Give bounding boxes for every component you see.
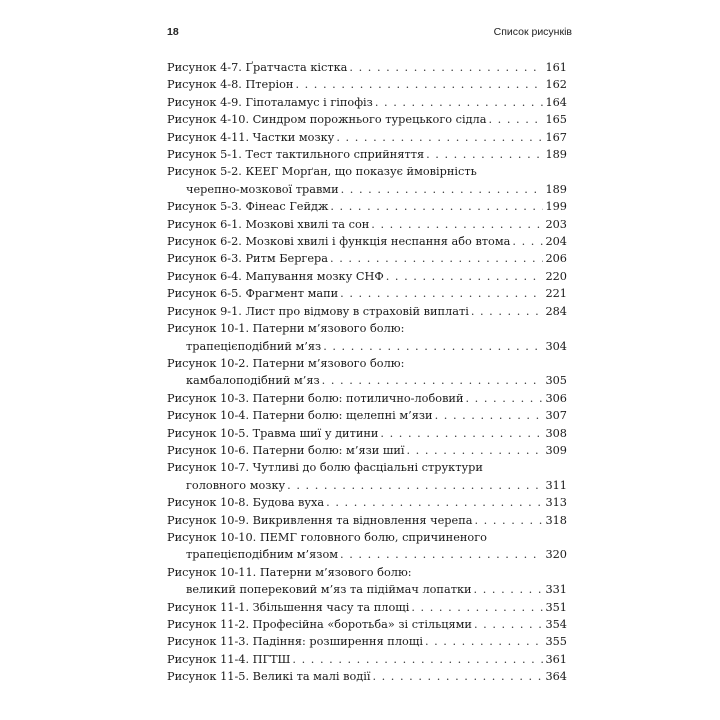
page-ref: 164 (545, 95, 567, 109)
figure-caption: Рисунок 11-5. Великі та малі водії (167, 670, 371, 684)
page-header (167, 26, 572, 46)
figure-caption: Рисунок 5-2. КЕЕГ Морґан, що показує ймовірність (167, 165, 477, 179)
toc-entry-continuation (167, 181, 567, 198)
dot-leader (466, 390, 544, 407)
page-ref: 304 (545, 339, 567, 353)
toc-entry-line (167, 355, 567, 372)
figure-caption: Рисунок 10-1. Патерни м’язового болю: (167, 322, 405, 336)
page-ref: 361 (545, 652, 567, 666)
toc-entry (167, 163, 567, 198)
dot-leader (512, 233, 543, 250)
toc-entry-line (167, 320, 567, 337)
toc-entry-continuation (167, 581, 567, 598)
page-ref: 204 (545, 235, 567, 249)
toc-entry-line (167, 564, 567, 581)
figure-caption: камбалоподібний м’яз (186, 374, 320, 388)
toc-entry-line (167, 459, 567, 476)
dot-leader (386, 268, 544, 285)
toc-entry-line (167, 129, 567, 146)
page-ref: 203 (545, 217, 567, 231)
page-ref: 313 (545, 496, 567, 510)
page-ref: 220 (545, 269, 567, 283)
figure-caption: Рисунок 4-10. Синдром порожнього турецького сідла (167, 113, 487, 127)
page-ref: 351 (545, 600, 567, 614)
toc-entry-line (167, 425, 567, 442)
dot-leader (330, 198, 543, 215)
toc-entry-line (167, 442, 567, 459)
toc-entry-continuation (167, 338, 567, 355)
toc-entry (167, 564, 567, 599)
page-ref: 308 (545, 426, 567, 440)
toc-entry-line (167, 599, 567, 616)
toc-entry (167, 599, 567, 616)
toc-entry (167, 198, 567, 215)
toc-entry (167, 146, 567, 163)
figure-caption: Рисунок 6-2. Мозкові хвилі і функція неспання або втома (167, 235, 511, 249)
figure-caption: великий поперековий м’яз та підіймач лопатки (186, 583, 472, 597)
toc-entry-line (167, 76, 567, 93)
toc-entry-continuation (167, 546, 567, 563)
dot-leader (287, 477, 543, 494)
toc-entry-line (167, 668, 567, 685)
toc-entry-continuation (167, 477, 567, 494)
page-ref: 307 (545, 409, 567, 423)
figure-caption: Рисунок 6-5. Фрагмент мапи (167, 287, 339, 301)
page-ref: 306 (545, 391, 567, 405)
toc-entry (167, 268, 567, 285)
toc-entry (167, 285, 567, 302)
dot-leader (371, 216, 543, 233)
toc-entry-continuation (167, 372, 567, 389)
dot-leader (340, 285, 543, 302)
figure-caption: черепно-мозкової травми (186, 182, 339, 196)
figure-caption: Рисунок 11-2. Професійна «боротьба» зі стільцями (167, 618, 472, 631)
running-title: Список рисунків (493, 26, 572, 38)
toc-entry (167, 425, 567, 442)
toc-entry-line (167, 285, 567, 302)
dot-leader (471, 303, 544, 320)
page-ref: 165 (545, 113, 567, 127)
toc-entry (167, 233, 567, 250)
toc-entry (167, 616, 567, 633)
toc-entry-line (167, 216, 567, 233)
figure-caption: Рисунок 10-10. ПЕМГ головного болю, спричиненого (167, 530, 487, 544)
toc-entry (167, 494, 567, 511)
dot-leader (326, 494, 543, 511)
figure-caption: Рисунок 10-8. Будова вуха (167, 496, 325, 510)
list-of-figures (167, 59, 567, 686)
page-ref: 162 (545, 78, 567, 92)
figure-caption: Рисунок 9-1. Лист про відмову в страховій виплаті (167, 304, 469, 318)
toc-entry (167, 94, 567, 111)
dot-leader (323, 338, 543, 355)
dot-leader (336, 129, 543, 146)
figure-caption: Рисунок 10-4. Патерни болю: щелепні м’язи (167, 409, 433, 423)
figure-caption: Рисунок 11-1. Збільшення часу та площі (167, 600, 410, 614)
page-ref: 189 (545, 182, 567, 196)
toc-entry (167, 459, 567, 494)
toc-entry (167, 59, 567, 76)
figure-caption: Рисунок 6-4. Мапування мозку СНФ (167, 269, 384, 283)
toc-entry-line (167, 651, 567, 668)
toc-entry-line (167, 233, 567, 250)
toc-entry (167, 76, 567, 93)
toc-entry-line (167, 407, 567, 424)
dot-leader (426, 146, 543, 163)
page-ref: 221 (545, 287, 567, 301)
toc-entry (167, 651, 567, 668)
page-ref: 199 (545, 200, 567, 214)
figure-caption: Рисунок 6-1. Мозкові хвилі та сон (167, 217, 370, 231)
toc-entry (167, 390, 567, 407)
page-ref: 167 (545, 130, 567, 144)
toc-entry-line (167, 494, 567, 511)
page-ref: 320 (545, 548, 567, 562)
page-ref: 311 (545, 478, 567, 492)
toc-entry-line (167, 529, 567, 546)
dot-leader (435, 407, 544, 424)
page-ref: 331 (545, 583, 567, 597)
dot-leader (295, 76, 543, 93)
page-ref: 161 (545, 61, 567, 74)
figure-caption: Рисунок 11-3. Падіння: розширення площі (167, 635, 423, 649)
toc-entry-line (167, 268, 567, 285)
figure-caption: Рисунок 10-11. Патерни м’язового болю: (167, 565, 412, 579)
dot-leader (330, 250, 543, 267)
toc-entry (167, 216, 567, 233)
toc-entry (167, 529, 567, 564)
dot-leader (292, 651, 543, 668)
dot-leader (411, 599, 543, 616)
toc-entry-line (167, 163, 567, 180)
toc-entry-line (167, 303, 567, 320)
figure-caption: трапецієподібним м’язом (186, 548, 339, 562)
figure-caption: головного мозку (186, 478, 286, 492)
figure-caption: Рисунок 4-11. Частки мозку (167, 130, 335, 144)
dot-leader (380, 425, 543, 442)
figure-caption: Рисунок 11-4. ПГТШ (167, 652, 291, 666)
page-ref: 354 (545, 618, 567, 631)
figure-caption: трапецієподібний м’яз (186, 339, 322, 353)
figure-caption: Рисунок 10-5. Травма шиї у дитини (167, 426, 379, 440)
figure-caption: Рисунок 10-9. Викривлення та відновлення черепа (167, 513, 473, 527)
figure-caption: Рисунок 10-6. Патерни болю: м’язи шиї (167, 443, 405, 457)
toc-entry (167, 111, 567, 128)
page-ref: 206 (545, 252, 567, 266)
toc-entry-line (167, 146, 567, 163)
dot-leader (407, 442, 544, 459)
page-number: 18 (167, 26, 179, 38)
figure-caption: Рисунок 10-3. Патерни болю: потилично-лобовий (167, 391, 464, 405)
dot-leader (488, 111, 543, 128)
page-ref: 305 (545, 374, 567, 388)
page-ref: 284 (545, 304, 567, 318)
toc-entry (167, 355, 567, 390)
toc-entry-line (167, 198, 567, 215)
dot-leader (425, 633, 544, 650)
toc-entry (167, 320, 567, 355)
toc-entry-line (167, 59, 567, 76)
figure-caption: Рисунок 6-3. Ритм Бергера (167, 252, 329, 266)
page-ref: 309 (545, 443, 567, 457)
page-ref: 318 (545, 513, 567, 527)
dot-leader (322, 372, 544, 389)
toc-entry (167, 129, 567, 146)
dot-leader (474, 512, 543, 529)
page-ref: 189 (545, 148, 567, 162)
toc-entry-line (167, 512, 567, 529)
toc-entry (167, 407, 567, 424)
dot-leader (340, 546, 543, 563)
toc-entry-line (167, 616, 567, 633)
figure-caption: Рисунок 10-2. Патерни м’язового болю: (167, 356, 405, 370)
dot-leader (375, 94, 544, 111)
toc-entry-line (167, 390, 567, 407)
toc-entry (167, 512, 567, 529)
toc-entry (167, 668, 567, 685)
figure-caption: Рисунок 4-7. Ґратчаста кістка (167, 61, 348, 74)
figure-caption: Рисунок 10-7. Чутливі до болю фасціальні структури (167, 461, 483, 475)
figure-caption: Рисунок 4-8. Птеріон (167, 78, 294, 92)
toc-entry (167, 633, 567, 650)
figure-caption: Рисунок 5-3. Фінеас Гейдж (167, 200, 329, 214)
figure-caption: Рисунок 5-1. Тест тактильного сприйняття (167, 148, 425, 162)
dot-leader (341, 181, 544, 198)
toc-entry (167, 442, 567, 459)
figure-caption: Рисунок 4-9. Гіпоталамус і гіпофіз (167, 95, 373, 109)
toc-entry (167, 250, 567, 267)
toc-entry-line (167, 250, 567, 267)
page-ref: 355 (545, 635, 567, 649)
toc-entry-line (167, 111, 567, 128)
toc-entry (167, 303, 567, 320)
toc-entry-line (167, 633, 567, 650)
toc-entry-line (167, 94, 567, 111)
dot-leader (474, 581, 544, 598)
dot-leader (474, 616, 543, 633)
dot-leader (372, 668, 543, 685)
page-ref: 364 (545, 670, 567, 684)
dot-leader (349, 59, 543, 76)
